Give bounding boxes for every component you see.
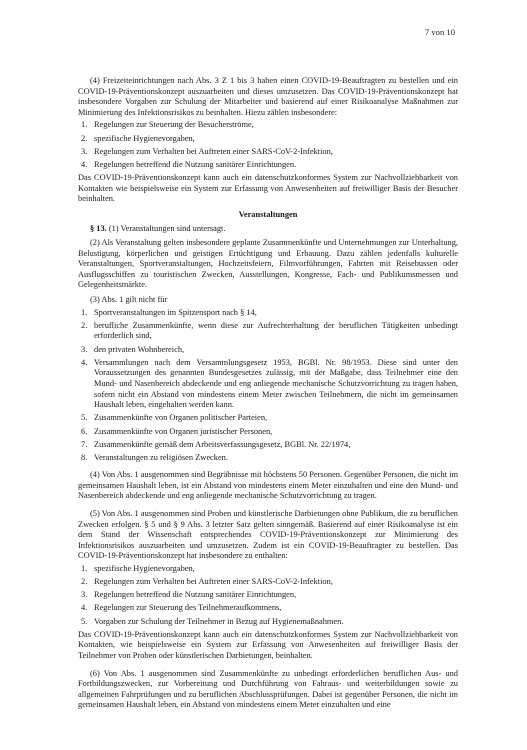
list-item-number: 7. <box>81 439 88 449</box>
list-item-number: 1. <box>81 563 88 573</box>
paragraph-13-3-intro: (3) Abs. 1 gilt nicht für <box>90 295 168 305</box>
list-item-text: den privaten Wohnbereich, <box>94 344 185 354</box>
list-item-text: Regelungen zur Steuerung des Teilnehmeraufkommens, <box>94 603 282 613</box>
list-item <box>78 617 458 628</box>
list-item-number: 6. <box>81 426 88 436</box>
list-item <box>78 120 458 131</box>
list-item-number: 2. <box>81 577 88 587</box>
list-item <box>78 440 458 451</box>
list-item-number: 3. <box>81 146 88 156</box>
list-item-number: 5. <box>81 413 88 423</box>
section-label: § 13. <box>90 223 107 233</box>
paragraph-13-1-text: (1) Veranstaltungen sind untersagt. <box>106 223 226 233</box>
section-heading: Veranstaltungen <box>238 209 298 219</box>
list-item-number: 3. <box>81 590 88 600</box>
list-item <box>78 564 458 575</box>
list-item-text: Regelungen zum Verhalten bei Auftreten einer SARS-CoV-2-Infektion, <box>94 577 333 587</box>
document-body <box>78 76 458 711</box>
list-item <box>78 413 458 424</box>
paragraph-13-4: (4) Von Abs. 1 ausgenommen sind Begräbnisse mit höchstens 50 Personen. Gegenüber Personen, die nicht im gemeinsamen Haushalt leben, ist ein Abstand von mindestens einem Meter einzuhalten und eine den Mund- und Nasenbereich abdeckende und eng anliegende mechanische Schutzvorrichtung zu tragen. <box>78 470 458 501</box>
list-item-text: spezifische Hygienevorgaben, <box>94 563 195 573</box>
list-item-text: berufliche Zusammenkünfte, wenn diese zur Aufrechterhaltung der beruflichen Tätigkeiten unbedingt erforderlich sind, <box>94 320 458 341</box>
paragraph-13-6: (6) Von Abs. 1 ausgenommen sind Zusammenkünfte zu unbedingt erforderlichen beruflichen Aus- und Fortbildungszwecken, zur Vorbereitung und Durchführung von Fahraus- und weiterbildungen sowie zu allgemeinen Fahrprüfungen und zu beruflichen Abschlussprüfungen. Dabei ist gegenüber Personen, die nicht im gemeinsamen Haushalt leben, ein Abstand von mindestens einem Meter einzuhalten und eine <box>78 668 458 710</box>
list-item-text: Zusammenkünfte von Organen juristischer Personen, <box>94 426 273 436</box>
list-item-text: Versammlungen nach dem Versammlungsgesetz 1953, BGBl. Nr. 98/1953. Diese sind unter den Voraussetzungen des genannten Bundesgesetzes zulässig, mit der Maßgabe, dass Teilnehmer eine den Mund- und Nasenbereich abdeckende und eng anliegende mechanische Schutzvorrichtung zu tragen haben, sofern nicht ein Abstand von mindestens einem Meter zwischen Teilnehmern, die nicht im gemeinsamen Haushalt leben, eingehalten werden kann. <box>94 357 458 410</box>
paragraph-13-5-outro: Das COVID-19-Präventionskonzept kann auch ein datenschutzkonformes System zur Nachvollziehbarkeit von Kontakten, wie beispielsweise ein System zur Erfassung von Anwesenheiten auf freiwilliger Basis der Teilnehmer von Proben oder künstlerischen Darbietungen, beinhalten. <box>78 629 458 660</box>
list-item <box>78 577 458 588</box>
list-item-text: Zusammenkünfte von Organen politischer Parteien, <box>94 413 268 423</box>
paragraph-13-5-intro: (5) Von Abs. 1 ausgenommen sind Proben und künstlerische Darbietungen ohne Publikum, die zu beruflichen Zwecken erfolgen. § 5 und § 9 Abs. 3 letzter Satz gelten sinngemäß. Basierend auf einer Risikoanalyse ist ein dem Stand der Wissenschaft entsprechendes COVID-19-Präventionskonzept zur Minimierung des Infektionsrisikos auszuarbeiten und umzusetzen. Zudem ist ein COVID-19-Beauftragter zu bestellen. Das COVID-19-Präventionskonzept hat insbesondere zu enthalten: <box>78 508 458 561</box>
list-item-text: Regelungen betreffend die Nutzung sanitärer Einrichtungen. <box>94 159 297 169</box>
list-item-number: 1. <box>81 307 88 317</box>
list-item <box>78 590 458 601</box>
list-item-number: 4. <box>81 603 88 613</box>
list-item-number: 2. <box>81 320 88 330</box>
list-item <box>78 427 458 438</box>
list-item-text: Regelungen zur Steuerung der Besucherströme, <box>94 120 254 130</box>
list-s13-p3 <box>78 308 458 464</box>
list-item-text: spezifische Hygienevorgaben, <box>94 133 195 143</box>
list-item-number: 2. <box>81 133 88 143</box>
list-item-text: Veranstaltungen zu religiösen Zwecken. <box>94 452 228 462</box>
list-s13-p5 <box>78 564 458 627</box>
list-item <box>78 345 458 356</box>
list-item <box>78 160 458 171</box>
list-item <box>78 147 458 158</box>
paragraph-4-intro: (4) Freizeiteinrichtungen nach Abs. 3 Z 1 bis 3 haben einen COVID-19-Beauftragten zu bestellen und ein COVID-19-Präventionskonzept auszuarbeiten und dieses umzusetzen. Das COVID-19-Präventionskonzept hat insbesondere Vorgaben zur Schulung der Mitarbeiter und basierend auf einer Risikoanalyse Maßnahmen zur Minimierung des Infektionsrisikos zu beinhalten. Hiezu zählen insbesondere: <box>78 76 458 117</box>
list-item-text: Vorgaben zur Schulung der Teilnehmer in Bezug auf Hygienemaßnahmen. <box>94 616 344 626</box>
list-item-text: Zusammenkünfte gemäß dem Arbeitsverfassungsgesetz, BGBl. Nr. 22/1974, <box>94 439 351 449</box>
list-item <box>78 308 458 319</box>
paragraph-13-1 <box>78 224 458 235</box>
list-item <box>78 453 458 464</box>
list-item-number: 4. <box>81 159 88 169</box>
list-item-number: 5. <box>81 616 88 626</box>
list-item <box>78 134 458 145</box>
list-item <box>78 603 458 614</box>
list-s12-p4 <box>78 120 458 170</box>
list-item-number: 3. <box>81 344 88 354</box>
list-item-number: 1. <box>81 120 88 130</box>
list-item-text: Regelungen zum Verhalten bei Auftreten einer SARS-CoV-2-Infektion, <box>94 146 333 156</box>
paragraph-4-outro: Das COVID-19-Präventionskonzept kann auch ein datenschutzkonformes System zur Nachvollziehbarkeit von Kontakten wie beispielsweise ein System zur Erfassung von Anwesenheiten auf freiwilliger Basis der Besucher beinhalten. <box>78 173 458 204</box>
list-item <box>78 321 458 342</box>
list-item-text: Regelungen betreffend die Nutzung sanitärer Einrichtungen, <box>94 590 297 600</box>
paragraph-13-2: (2) Als Veranstaltung gelten insbesondere geplante Zusammenkünfte und Unternehmungen zur Unterhaltung, Belustigung, körperlichen und geistigen Ertüchtigung und Erbauung. Dazu zählen jedenfalls kulturelle Veranstaltungen, Sportveranstaltungen, Hochzeitsfeiern, Filmvorführungen, Fahrten mit Reisebussen oder Ausflugsschiffen zu touristischen Zwecken, Ausstellungen, Kongresse, Fach- und Publikumsmessen und Gelegenheitsmärkte. <box>78 238 458 290</box>
list-item-number: 8. <box>81 452 88 462</box>
list-item-number: 4. <box>81 357 88 367</box>
page-number: 7 von 10 <box>424 27 455 37</box>
list-item-text: Sportveranstaltungen im Spitzensport nach § 14, <box>94 307 257 317</box>
list-item <box>78 358 458 411</box>
